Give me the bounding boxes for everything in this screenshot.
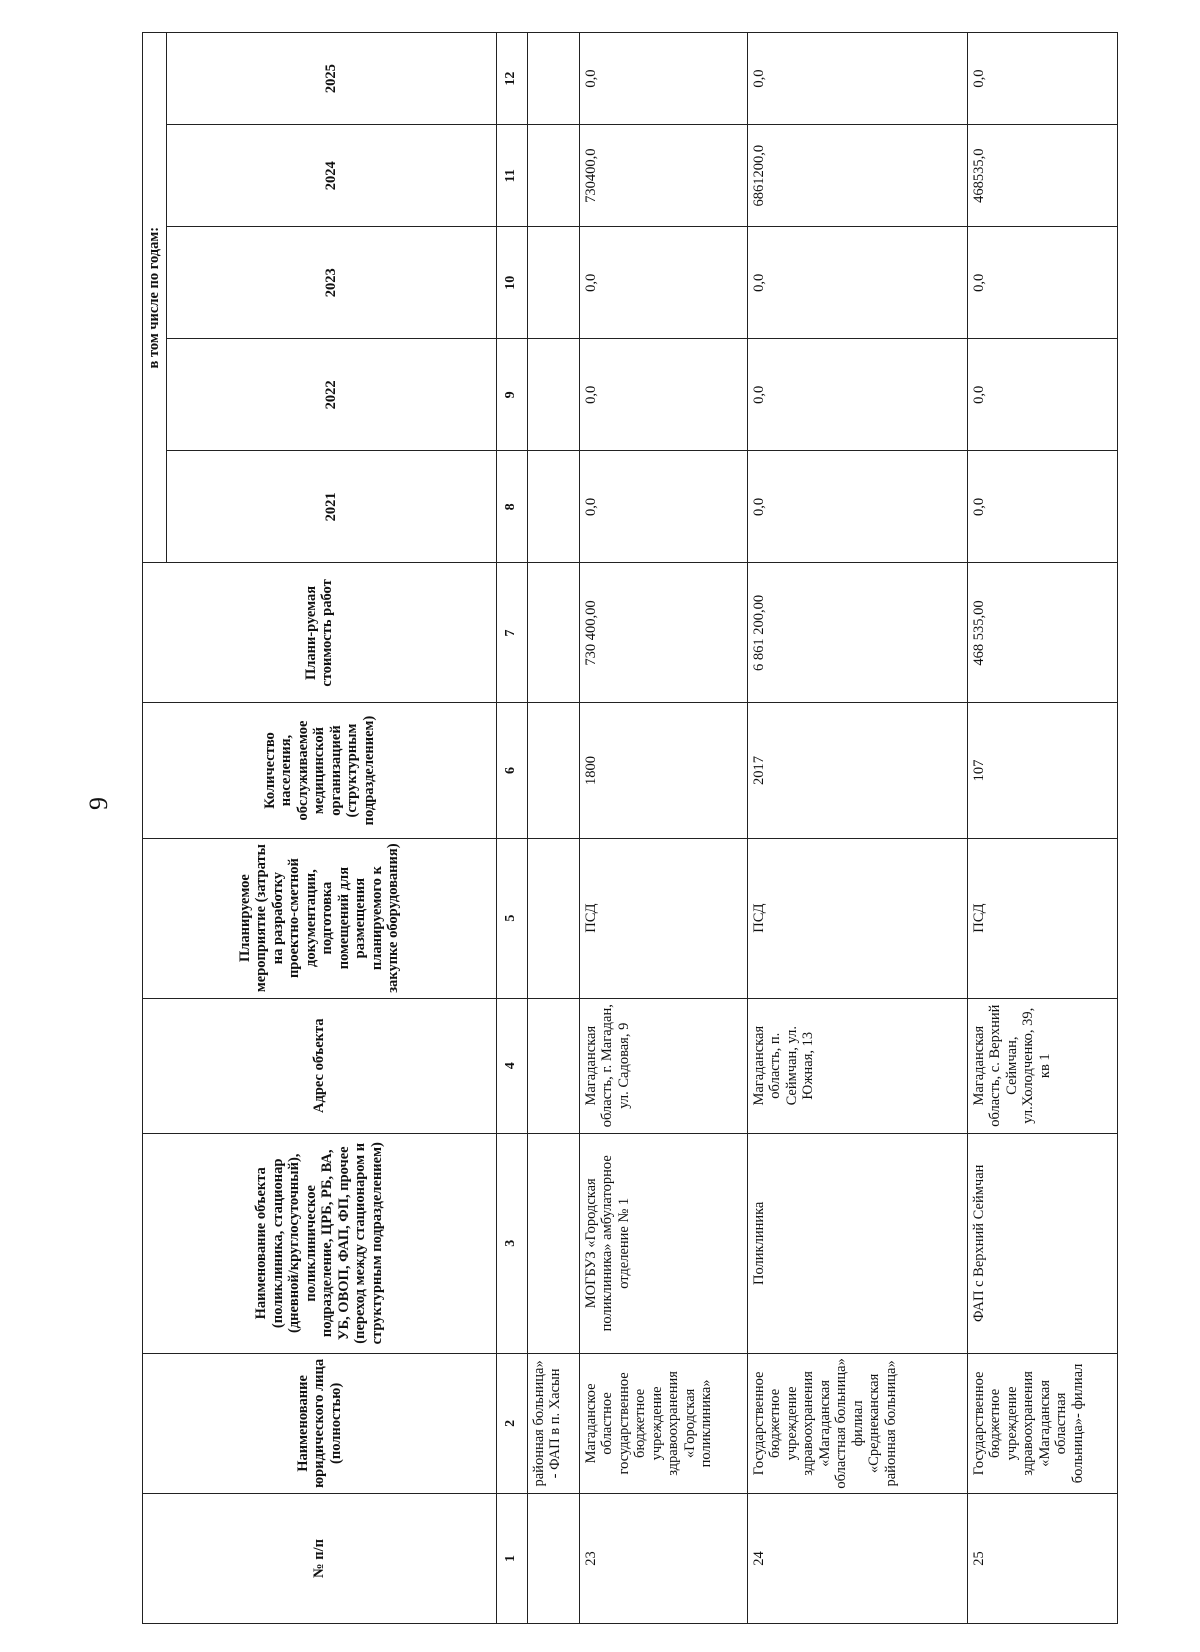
table-row	[967, 33, 1117, 1624]
header-cost: Плани-руемая стоимость работ	[143, 563, 497, 703]
cell-2024	[527, 125, 579, 227]
cell-2023: 0,0	[747, 227, 967, 339]
column-number: 8	[496, 451, 527, 563]
column-number: 4	[496, 998, 527, 1133]
header-year-2021: 2021	[166, 451, 496, 563]
cell-address: Магаданская область, п. Сеймчан, ул. Южная, 13	[747, 998, 967, 1133]
header-num: № п/п	[143, 1493, 497, 1623]
cell-num: 23	[579, 1493, 747, 1623]
header-year-2022: 2022	[166, 339, 496, 451]
column-number: 12	[496, 33, 527, 125]
cell-measure	[527, 838, 579, 998]
header-object: Наименование объекта (поликлиника, стационар (дневной/круглосуточный), поликлиническое подразделение, ЦРБ, РБ, ВА, УБ, ОВОП, ФАП, ФП, прочее (переход между стационаром и структурным подразделением)	[143, 1133, 497, 1353]
cell-address	[527, 998, 579, 1133]
cell-2025: 0,0	[747, 33, 967, 125]
cell-address: Магаданская область, г. Магадан, ул. Садовая, 9	[579, 998, 747, 1133]
cell-entity: Магаданское областное государственное бюджетное учреждение здравоохранения «Городская поликлиника»	[579, 1353, 747, 1493]
column-number: 9	[496, 339, 527, 451]
cell-2024: 468535,0	[967, 125, 1117, 227]
cell-num: 25	[967, 1493, 1117, 1623]
cell-2025	[527, 33, 579, 125]
cell-cost: 730 400,00	[579, 563, 747, 703]
cell-measure: ПСД	[579, 838, 747, 998]
table-row-continuation	[527, 33, 579, 1624]
header-year-2023: 2023	[166, 227, 496, 339]
cell-2024: 6861200,0	[747, 125, 967, 227]
cell-entity: Государственное бюджетное учреждение здравоохранения «Магаданская областная больница»- филиал	[967, 1353, 1117, 1493]
cell-measure: ПСД	[747, 838, 967, 998]
header-population: Количество населения, обслуживаемое медицинской организацией (структурным подразделением)	[143, 703, 497, 838]
cell-2022: 0,0	[747, 339, 967, 451]
cell-measure: ПСД	[967, 838, 1117, 998]
header-year-2025: 2025	[166, 33, 496, 125]
cell-2021	[527, 451, 579, 563]
cell-2024: 730400,0	[579, 125, 747, 227]
cell-object	[527, 1133, 579, 1353]
cell-object: МОГБУЗ «Городская поликлиника» амбулаторное отделение № 1	[579, 1133, 747, 1353]
cell-2021: 0,0	[967, 451, 1117, 563]
cell-2023: 0,0	[967, 227, 1117, 339]
cell-2025: 0,0	[579, 33, 747, 125]
header-years-group: в том числе по годам:	[143, 33, 167, 563]
column-number: 3	[496, 1133, 527, 1353]
rotated-table-container	[140, 32, 1086, 1652]
column-number: 2	[496, 1353, 527, 1493]
cell-cost	[527, 563, 579, 703]
cell-object: Поликлиника	[747, 1133, 967, 1353]
cell-population: 107	[967, 703, 1117, 838]
cell-num: 24	[747, 1493, 967, 1623]
cell-population: 1800	[579, 703, 747, 838]
cell-2022: 0,0	[967, 339, 1117, 451]
cell-population	[527, 703, 579, 838]
cell-2021: 0,0	[579, 451, 747, 563]
cell-2025: 0,0	[967, 33, 1117, 125]
column-number: 10	[496, 227, 527, 339]
cell-2022: 0,0	[579, 339, 747, 451]
column-number: 1	[496, 1493, 527, 1623]
column-number: 11	[496, 125, 527, 227]
cell-2021: 0,0	[747, 451, 967, 563]
cell-cost: 6 861 200,00	[747, 563, 967, 703]
cell-object: ФАП с Верхний Сеймчан	[967, 1133, 1117, 1353]
cell-address: Магаданская область, с. Верхний Сеймчан, ул.Холодченко, 39, кв 1	[967, 998, 1117, 1133]
table-row	[747, 33, 967, 1624]
cell-2023	[527, 227, 579, 339]
header-entity: Наименование юридического лица (полностью)	[143, 1353, 497, 1493]
column-number: 6	[496, 703, 527, 838]
cell-2023: 0,0	[579, 227, 747, 339]
cell-entity: Государственное бюджетное учреждение здравоохранения «Магаданская областная больница» филиал «Среднеканская районная больница»	[747, 1353, 967, 1493]
header-year-2024: 2024	[166, 125, 496, 227]
header-measure: Планируемое мероприятие (затраты на разработку проектно-сметной документации, подготовка помещений для размещения планируемого к закупке оборудования)	[143, 838, 497, 998]
table-row	[579, 33, 747, 1624]
cell-population: 2017	[747, 703, 967, 838]
column-number: 7	[496, 563, 527, 703]
column-number: 5	[496, 838, 527, 998]
cell-num	[527, 1493, 579, 1623]
cell-cost: 468 535,00	[967, 563, 1117, 703]
investment-table	[142, 32, 1118, 1624]
page-number: 9	[84, 797, 113, 810]
header-address: Адрес объекта	[143, 998, 497, 1133]
cell-2022	[527, 339, 579, 451]
cell-entity: районная больница» - ФАП в п. Хасын	[527, 1353, 579, 1493]
